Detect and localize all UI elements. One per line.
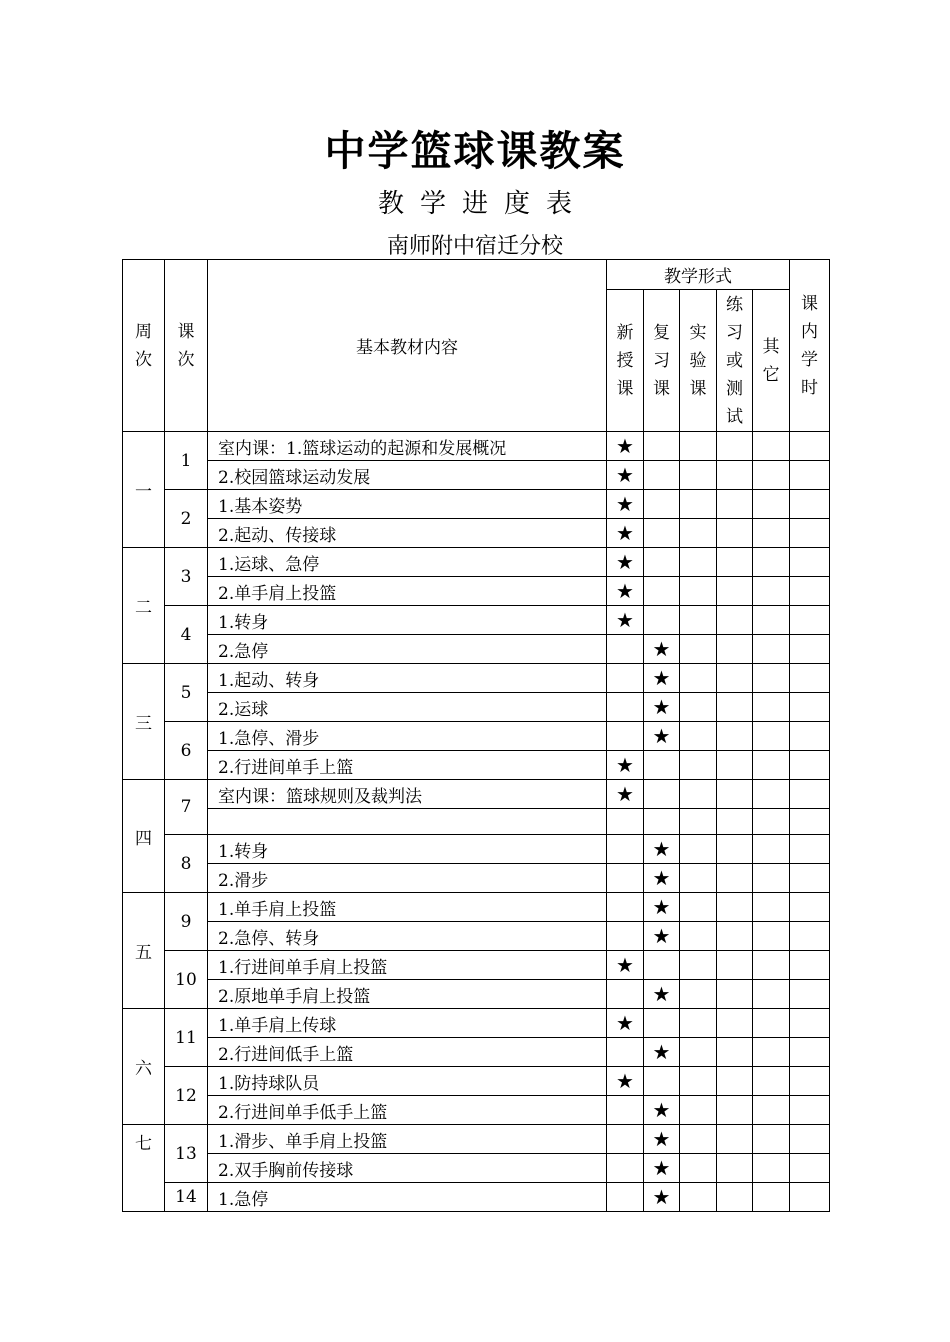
week-cell: 二 bbox=[123, 548, 165, 664]
star-mark: ★ bbox=[616, 579, 634, 603]
hours-cell bbox=[790, 1009, 830, 1038]
form-review-cell bbox=[644, 461, 680, 490]
form-lab-cell bbox=[680, 893, 717, 922]
star-mark: ★ bbox=[652, 1098, 671, 1122]
star-mark: ★ bbox=[616, 492, 634, 516]
form-new-cell bbox=[607, 577, 644, 606]
content-cell: 1.急停、滑步 bbox=[208, 722, 607, 751]
form-other-cell bbox=[753, 606, 790, 635]
hours-cell bbox=[790, 1038, 830, 1067]
form-practice-cell bbox=[717, 1154, 753, 1183]
table-body bbox=[123, 432, 830, 1212]
star-mark: ★ bbox=[652, 1156, 671, 1180]
content-cell: 2.急停、转身 bbox=[208, 922, 607, 951]
lesson-cell: 10 bbox=[165, 951, 208, 1009]
table-row bbox=[123, 519, 830, 548]
form-review-cell bbox=[644, 893, 680, 922]
form-practice-cell bbox=[717, 751, 753, 780]
star-mark: ★ bbox=[616, 782, 634, 806]
hours-cell bbox=[790, 490, 830, 519]
header-lab: 实 验 课 bbox=[680, 290, 717, 432]
table-row bbox=[123, 577, 830, 606]
star-mark: ★ bbox=[616, 1011, 634, 1035]
table-row bbox=[123, 864, 830, 893]
form-new-cell bbox=[607, 1096, 644, 1125]
form-new-cell bbox=[607, 1154, 644, 1183]
form-lab-cell bbox=[680, 864, 717, 893]
form-new-cell bbox=[607, 809, 644, 835]
star-mark: ★ bbox=[652, 666, 671, 690]
form-lab-cell bbox=[680, 490, 717, 519]
form-review-cell bbox=[644, 922, 680, 951]
table-row bbox=[123, 1038, 830, 1067]
table-row bbox=[123, 722, 830, 751]
form-practice-cell bbox=[717, 664, 753, 693]
form-review-cell bbox=[644, 951, 680, 980]
content-cell: 2.滑步 bbox=[208, 864, 607, 893]
form-review-cell bbox=[644, 864, 680, 893]
form-other-cell bbox=[753, 980, 790, 1009]
star-mark: ★ bbox=[616, 434, 634, 458]
schedule-table bbox=[122, 259, 830, 1212]
form-review-cell bbox=[644, 1096, 680, 1125]
form-other-cell bbox=[753, 722, 790, 751]
star-mark: ★ bbox=[616, 953, 634, 977]
form-practice-cell bbox=[717, 835, 753, 864]
form-lab-cell bbox=[680, 519, 717, 548]
form-other-cell bbox=[753, 461, 790, 490]
form-new-cell bbox=[607, 548, 644, 577]
hours-cell bbox=[790, 751, 830, 780]
week-cell: 五 bbox=[123, 893, 165, 1009]
week-cell: 六 bbox=[123, 1009, 165, 1125]
content-cell: 2.行进间单手低手上篮 bbox=[208, 1096, 607, 1125]
lesson-cell: 13 bbox=[165, 1125, 208, 1183]
star-mark: ★ bbox=[652, 924, 671, 948]
form-new-cell bbox=[607, 835, 644, 864]
form-other-cell bbox=[753, 1154, 790, 1183]
content-cell: 2.行进间低手上篮 bbox=[208, 1038, 607, 1067]
hours-cell bbox=[790, 577, 830, 606]
form-other-cell bbox=[753, 693, 790, 722]
content-cell: 1.滑步、单手肩上投篮 bbox=[208, 1125, 607, 1154]
header-new: 新 授 课 bbox=[607, 290, 644, 432]
form-review-cell bbox=[644, 835, 680, 864]
form-lab-cell bbox=[680, 751, 717, 780]
table-row bbox=[123, 1183, 830, 1212]
subtitle: 教学进度表 bbox=[377, 189, 588, 219]
form-review-cell bbox=[644, 980, 680, 1009]
page-title: 中学篮球课教案 bbox=[324, 127, 626, 175]
star-mark: ★ bbox=[616, 521, 634, 545]
form-other-cell bbox=[753, 835, 790, 864]
content-cell: 2.运球 bbox=[208, 693, 607, 722]
star-mark: ★ bbox=[616, 1069, 634, 1093]
hours-cell bbox=[790, 922, 830, 951]
lesson-cell: 7 bbox=[165, 780, 208, 835]
form-practice-cell bbox=[717, 809, 753, 835]
form-lab-cell bbox=[680, 951, 717, 980]
lesson-cell: 8 bbox=[165, 835, 208, 893]
table-row bbox=[123, 461, 830, 490]
form-lab-cell bbox=[680, 809, 717, 835]
form-review-cell bbox=[644, 1067, 680, 1096]
content-cell: 2.校园篮球运动发展 bbox=[208, 461, 607, 490]
lesson-cell: 3 bbox=[165, 548, 208, 606]
form-practice-cell bbox=[717, 951, 753, 980]
star-mark: ★ bbox=[652, 837, 671, 861]
form-lab-cell bbox=[680, 432, 717, 461]
table-row bbox=[123, 1125, 830, 1154]
form-new-cell bbox=[607, 664, 644, 693]
hours-cell bbox=[790, 1096, 830, 1125]
table-row bbox=[123, 1009, 830, 1038]
hours-cell bbox=[790, 519, 830, 548]
table-row bbox=[123, 432, 830, 461]
content-cell: 1.转身 bbox=[208, 606, 607, 635]
form-new-cell bbox=[607, 1038, 644, 1067]
content-cell: 1.单手肩上投篮 bbox=[208, 893, 607, 922]
content-cell: 2.单手肩上投篮 bbox=[208, 577, 607, 606]
content-cell: 室内课：篮球规则及裁判法 bbox=[208, 780, 607, 809]
form-lab-cell bbox=[680, 835, 717, 864]
form-lab-cell bbox=[680, 606, 717, 635]
form-lab-cell bbox=[680, 1067, 717, 1096]
hours-cell bbox=[790, 893, 830, 922]
form-review-cell bbox=[644, 1125, 680, 1154]
form-lab-cell bbox=[680, 1125, 717, 1154]
school-name: 南师附中宿迁分校 bbox=[386, 234, 563, 259]
form-practice-cell bbox=[717, 548, 753, 577]
form-practice-cell bbox=[717, 693, 753, 722]
form-other-cell bbox=[753, 1096, 790, 1125]
form-review-cell bbox=[644, 1183, 680, 1212]
form-review-cell bbox=[644, 1154, 680, 1183]
header-form-group: 教学形式 bbox=[607, 260, 790, 290]
hours-cell bbox=[790, 606, 830, 635]
week-cell: 四 bbox=[123, 780, 165, 893]
form-new-cell bbox=[607, 635, 644, 664]
form-new-cell bbox=[607, 693, 644, 722]
lesson-cell: 11 bbox=[165, 1009, 208, 1067]
form-new-cell bbox=[607, 490, 644, 519]
form-practice-cell bbox=[717, 519, 753, 548]
form-other-cell bbox=[753, 893, 790, 922]
form-other-cell bbox=[753, 751, 790, 780]
form-other-cell bbox=[753, 635, 790, 664]
header-lesson: 课 次 bbox=[165, 260, 208, 432]
table-row bbox=[123, 1154, 830, 1183]
table-row bbox=[123, 751, 830, 780]
form-lab-cell bbox=[680, 1009, 717, 1038]
header-practice: 练 习 或 测 试 bbox=[717, 290, 753, 432]
star-mark: ★ bbox=[652, 1127, 671, 1151]
form-practice-cell bbox=[717, 1067, 753, 1096]
lesson-cell: 4 bbox=[165, 606, 208, 664]
form-practice-cell bbox=[717, 980, 753, 1009]
content-cell: 1.起动、转身 bbox=[208, 664, 607, 693]
form-practice-cell bbox=[717, 780, 753, 809]
form-lab-cell bbox=[680, 1183, 717, 1212]
form-review-cell bbox=[644, 577, 680, 606]
lesson-cell: 9 bbox=[165, 893, 208, 951]
form-practice-cell bbox=[717, 1125, 753, 1154]
form-lab-cell bbox=[680, 1038, 717, 1067]
table-header bbox=[123, 260, 830, 432]
header-week: 周 次 bbox=[123, 260, 165, 432]
header-hours: 课 内 学 时 bbox=[790, 260, 830, 432]
hours-cell bbox=[790, 1067, 830, 1096]
table-row bbox=[123, 1096, 830, 1125]
table-row bbox=[123, 780, 830, 809]
star-mark: ★ bbox=[652, 724, 671, 748]
content-cell: 1.单手肩上传球 bbox=[208, 1009, 607, 1038]
star-mark: ★ bbox=[616, 753, 634, 777]
table-row bbox=[123, 980, 830, 1009]
form-review-cell bbox=[644, 490, 680, 519]
form-new-cell bbox=[607, 864, 644, 893]
content-cell: 2.起动、传接球 bbox=[208, 519, 607, 548]
form-lab-cell bbox=[680, 693, 717, 722]
form-lab-cell bbox=[680, 635, 717, 664]
form-review-cell bbox=[644, 635, 680, 664]
form-lab-cell bbox=[680, 664, 717, 693]
form-practice-cell bbox=[717, 1038, 753, 1067]
form-new-cell bbox=[607, 922, 644, 951]
form-new-cell bbox=[607, 722, 644, 751]
form-new-cell bbox=[607, 893, 644, 922]
hours-cell bbox=[790, 693, 830, 722]
hours-cell bbox=[790, 432, 830, 461]
form-lab-cell bbox=[680, 548, 717, 577]
form-other-cell bbox=[753, 1038, 790, 1067]
hours-cell bbox=[790, 951, 830, 980]
form-new-cell bbox=[607, 951, 644, 980]
form-other-cell bbox=[753, 1067, 790, 1096]
week-cell: 一 bbox=[123, 432, 165, 548]
lesson-cell: 14 bbox=[165, 1183, 208, 1212]
content-cell: 1.急停 bbox=[208, 1183, 607, 1212]
form-other-cell bbox=[753, 922, 790, 951]
hours-cell bbox=[790, 722, 830, 751]
form-other-cell bbox=[753, 1009, 790, 1038]
content-cell: 1.转身 bbox=[208, 835, 607, 864]
form-review-cell bbox=[644, 664, 680, 693]
form-practice-cell bbox=[717, 722, 753, 751]
form-other-cell bbox=[753, 490, 790, 519]
table-row bbox=[123, 1067, 830, 1096]
star-mark: ★ bbox=[652, 695, 671, 719]
form-new-cell bbox=[607, 606, 644, 635]
form-other-cell bbox=[753, 432, 790, 461]
table-row bbox=[123, 490, 830, 519]
form-new-cell bbox=[607, 1183, 644, 1212]
table-row bbox=[123, 893, 830, 922]
form-practice-cell bbox=[717, 922, 753, 951]
form-new-cell bbox=[607, 519, 644, 548]
table-row bbox=[123, 606, 830, 635]
form-other-cell bbox=[753, 548, 790, 577]
table-row bbox=[123, 548, 830, 577]
lesson-cell: 6 bbox=[165, 722, 208, 780]
form-review-cell bbox=[644, 780, 680, 809]
hours-cell bbox=[790, 980, 830, 1009]
form-review-cell bbox=[644, 1009, 680, 1038]
star-mark: ★ bbox=[616, 608, 634, 632]
form-review-cell bbox=[644, 722, 680, 751]
table-row bbox=[123, 951, 830, 980]
form-new-cell bbox=[607, 1009, 644, 1038]
content-cell: 1.行进间单手肩上投篮 bbox=[208, 951, 607, 980]
form-other-cell bbox=[753, 951, 790, 980]
header-content: 基本教材内容 bbox=[208, 260, 607, 432]
star-mark: ★ bbox=[652, 895, 671, 919]
lesson-cell: 2 bbox=[165, 490, 208, 548]
form-other-cell bbox=[753, 1183, 790, 1212]
week-cell: 三 bbox=[123, 664, 165, 780]
header-review: 复 习 课 bbox=[644, 290, 680, 432]
form-practice-cell bbox=[717, 490, 753, 519]
form-new-cell bbox=[607, 1067, 644, 1096]
form-new-cell bbox=[607, 1125, 644, 1154]
form-lab-cell bbox=[680, 1096, 717, 1125]
form-review-cell bbox=[644, 519, 680, 548]
form-lab-cell bbox=[680, 722, 717, 751]
hours-cell bbox=[790, 664, 830, 693]
form-practice-cell bbox=[717, 432, 753, 461]
form-review-cell bbox=[644, 606, 680, 635]
form-lab-cell bbox=[680, 980, 717, 1009]
form-lab-cell bbox=[680, 780, 717, 809]
form-review-cell bbox=[644, 1038, 680, 1067]
form-practice-cell bbox=[717, 606, 753, 635]
form-new-cell bbox=[607, 980, 644, 1009]
form-review-cell bbox=[644, 809, 680, 835]
hours-cell bbox=[790, 1154, 830, 1183]
form-other-cell bbox=[753, 519, 790, 548]
star-mark: ★ bbox=[652, 1185, 671, 1209]
form-other-cell bbox=[753, 809, 790, 835]
form-new-cell bbox=[607, 461, 644, 490]
hours-cell bbox=[790, 835, 830, 864]
hours-cell bbox=[790, 1125, 830, 1154]
hours-cell bbox=[790, 548, 830, 577]
table-row bbox=[123, 835, 830, 864]
form-practice-cell bbox=[717, 1096, 753, 1125]
lesson-cell: 5 bbox=[165, 664, 208, 722]
form-new-cell bbox=[607, 751, 644, 780]
content-cell: 室内课：1.篮球运动的起源和发展概况 bbox=[208, 432, 607, 461]
hours-cell bbox=[790, 1183, 830, 1212]
form-practice-cell bbox=[717, 1009, 753, 1038]
star-mark: ★ bbox=[652, 1040, 671, 1064]
hours-cell bbox=[790, 780, 830, 809]
star-mark: ★ bbox=[652, 982, 671, 1006]
hours-cell bbox=[790, 864, 830, 893]
star-mark: ★ bbox=[652, 866, 671, 890]
star-mark: ★ bbox=[616, 550, 634, 574]
form-other-cell bbox=[753, 664, 790, 693]
header-other: 其 它 bbox=[753, 290, 790, 432]
form-other-cell bbox=[753, 864, 790, 893]
form-practice-cell bbox=[717, 635, 753, 664]
content-cell: 1.基本姿势 bbox=[208, 490, 607, 519]
form-other-cell bbox=[753, 780, 790, 809]
form-practice-cell bbox=[717, 864, 753, 893]
content-cell: 1.运球、急停 bbox=[208, 548, 607, 577]
table-row bbox=[123, 635, 830, 664]
table-row bbox=[123, 922, 830, 951]
hours-cell bbox=[790, 809, 830, 835]
content-cell: 2.原地单手肩上投篮 bbox=[208, 980, 607, 1009]
form-new-cell bbox=[607, 780, 644, 809]
table-row bbox=[123, 693, 830, 722]
form-new-cell bbox=[607, 432, 644, 461]
table-row bbox=[123, 664, 830, 693]
content-cell: 2.急停 bbox=[208, 635, 607, 664]
content-cell bbox=[208, 809, 607, 835]
form-practice-cell bbox=[717, 577, 753, 606]
content-cell: 1.防持球队员 bbox=[208, 1067, 607, 1096]
week-cell: 七 bbox=[123, 1125, 165, 1212]
form-review-cell bbox=[644, 693, 680, 722]
form-practice-cell bbox=[717, 461, 753, 490]
content-cell: 2.双手胸前传接球 bbox=[208, 1154, 607, 1183]
form-lab-cell bbox=[680, 577, 717, 606]
form-lab-cell bbox=[680, 1154, 717, 1183]
star-mark: ★ bbox=[616, 463, 634, 487]
form-review-cell bbox=[644, 751, 680, 780]
lesson-cell: 12 bbox=[165, 1067, 208, 1125]
content-cell: 2.行进间单手上篮 bbox=[208, 751, 607, 780]
form-review-cell bbox=[644, 548, 680, 577]
hours-cell bbox=[790, 461, 830, 490]
form-practice-cell bbox=[717, 1183, 753, 1212]
form-other-cell bbox=[753, 577, 790, 606]
table-row bbox=[123, 809, 830, 835]
lesson-cell: 1 bbox=[165, 432, 208, 490]
form-lab-cell bbox=[680, 922, 717, 951]
form-practice-cell bbox=[717, 893, 753, 922]
star-mark: ★ bbox=[652, 637, 671, 661]
form-review-cell bbox=[644, 432, 680, 461]
hours-cell bbox=[790, 635, 830, 664]
form-lab-cell bbox=[680, 461, 717, 490]
form-other-cell bbox=[753, 1125, 790, 1154]
